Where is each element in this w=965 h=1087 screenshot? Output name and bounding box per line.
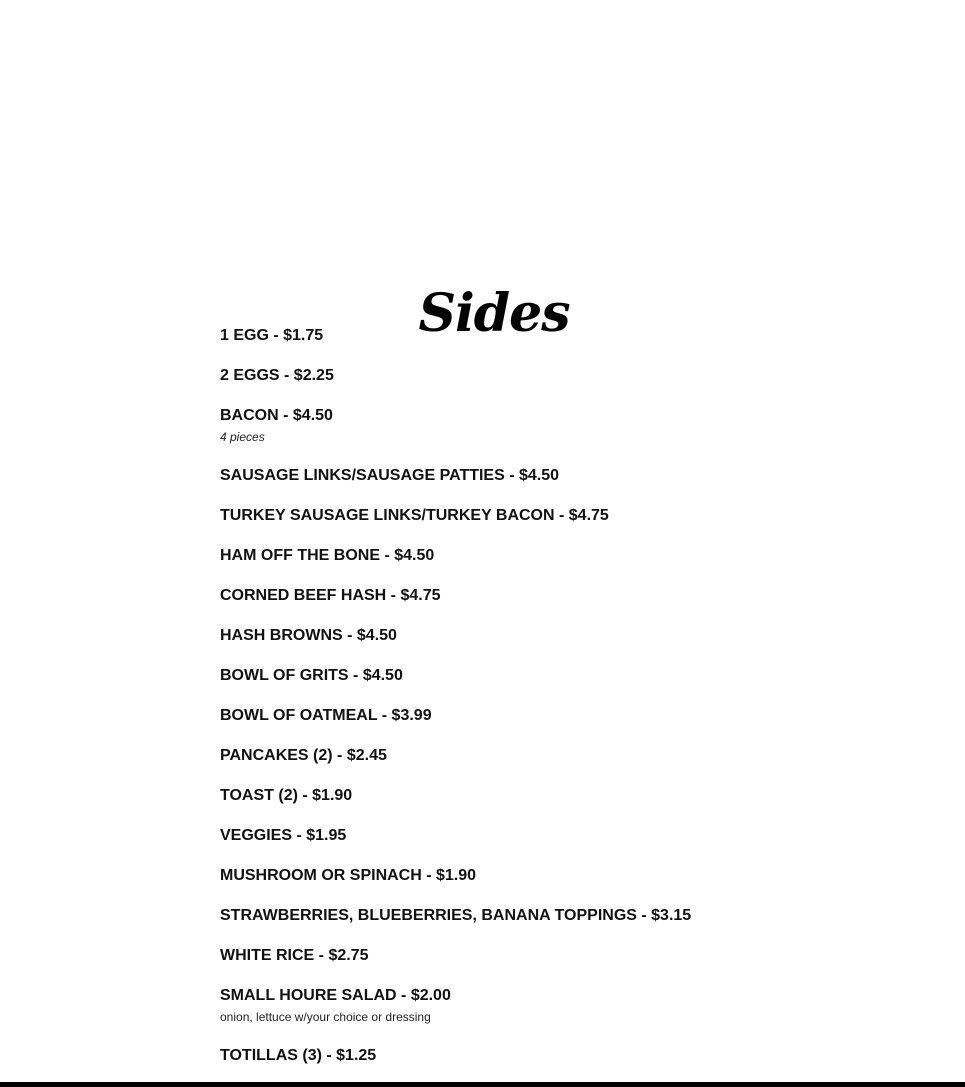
menu-item-price: $4.75 xyxy=(568,507,609,524)
menu-item-name: BACON xyxy=(220,407,279,424)
menu-item-name: VEGGIES xyxy=(220,827,293,844)
menu-item-line: MUSHROOM OR SPINACH - $1.90 xyxy=(220,867,477,884)
menu-item-price: $1.95 xyxy=(306,827,347,844)
menu-item-line: HASH BROWNS - $4.50 xyxy=(220,627,397,644)
menu-item-note: 4 pieces xyxy=(220,430,265,444)
menu-item-price: $2.25 xyxy=(293,367,334,384)
menu-item-name: 2 EGGS xyxy=(220,367,280,384)
menu-item xyxy=(220,746,940,766)
menu-item-name: CORNED BEEF HASH xyxy=(220,587,387,604)
menu-item-line: BOWL OF OATMEAL - $3.99 xyxy=(220,707,432,724)
menu-item-name: WHITE RICE xyxy=(220,947,315,964)
menu-item xyxy=(220,586,940,606)
menu-item-name: HAM OFF THE BONE xyxy=(220,547,380,564)
menu-item-note: onion, lettuce w/your choice or dressing xyxy=(220,1010,431,1024)
menu-item-line: TOAST (2) - $1.90 xyxy=(220,787,353,804)
menu-item xyxy=(220,326,940,346)
menu-item-price: $3.99 xyxy=(391,707,432,724)
menu-item-line: 2 EGGS - $2.25 xyxy=(220,367,334,384)
menu-item-line: 1 EGG - $1.75 xyxy=(220,327,324,344)
menu-item-price: $4.50 xyxy=(519,467,560,484)
menu-item xyxy=(220,1046,940,1066)
menu-item-name: SMALL HOURE SALAD xyxy=(220,987,397,1004)
menu-item xyxy=(220,546,940,566)
menu-item-price: $3.15 xyxy=(651,907,692,924)
menu-item-price: $1.90 xyxy=(436,867,477,884)
menu-item-name: PANCAKES (2) xyxy=(220,747,333,764)
menu-item-name: BOWL OF OATMEAL xyxy=(220,707,378,724)
menu-item-line: SAUSAGE LINKS/SAUSAGE PATTIES - $4.50 xyxy=(220,467,560,484)
sides-menu-list xyxy=(220,326,940,1086)
menu-item-price: $4.50 xyxy=(356,627,397,644)
menu-item-price: $4.50 xyxy=(394,547,435,564)
menu-item-name: STRAWBERRIES, BLUEBERRIES, BANANA TOPPINGS xyxy=(220,907,637,924)
section-title: Sides xyxy=(418,282,570,344)
menu-item-line: SMALL HOURE SALAD - $2.00 xyxy=(220,987,451,1004)
menu-item-name: MUSHROOM OR SPINACH xyxy=(220,867,422,884)
menu-item-name: SAUSAGE LINKS/SAUSAGE PATTIES xyxy=(220,467,505,484)
menu-item-name: 1 EGG xyxy=(220,327,269,344)
menu-item xyxy=(220,406,940,446)
menu-item-line: STRAWBERRIES, BLUEBERRIES, BANANA TOPPINGS - $3.15 xyxy=(220,907,692,924)
menu-item xyxy=(220,866,940,886)
menu-item-line: WHITE RICE - $2.75 xyxy=(220,947,369,964)
menu-item xyxy=(220,826,940,846)
menu-item-name: TURKEY SAUSAGE LINKS/TURKEY BACON xyxy=(220,507,555,524)
bottom-divider xyxy=(0,1082,965,1087)
menu-item-line: VEGGIES - $1.95 xyxy=(220,827,347,844)
menu-item-price: $2.75 xyxy=(328,947,369,964)
menu-item xyxy=(220,506,940,526)
menu-item xyxy=(220,666,940,686)
menu-item-price: $4.50 xyxy=(292,407,333,424)
menu-item-line: CORNED BEEF HASH - $4.75 xyxy=(220,587,441,604)
menu-item-line: BOWL OF GRITS - $4.50 xyxy=(220,667,403,684)
menu-item-price: $1.75 xyxy=(283,327,324,344)
menu-item-line: PANCAKES (2) - $2.45 xyxy=(220,747,387,764)
menu-item-name: TOAST (2) xyxy=(220,787,298,804)
menu-item xyxy=(220,626,940,646)
menu-item-price: $1.25 xyxy=(336,1047,377,1064)
menu-item-line: TURKEY SAUSAGE LINKS/TURKEY BACON - $4.75 xyxy=(220,507,609,524)
menu-item xyxy=(220,366,940,386)
menu-item-line: HAM OFF THE BONE - $4.50 xyxy=(220,547,435,564)
menu-item-name: HASH BROWNS xyxy=(220,627,343,644)
menu-item xyxy=(220,906,940,926)
menu-item-price: $2.45 xyxy=(346,747,387,764)
menu-item-line: BACON - $4.50 xyxy=(220,407,333,424)
menu-item-price: $4.50 xyxy=(362,667,403,684)
menu-item xyxy=(220,706,940,726)
menu-item-price: $1.90 xyxy=(312,787,353,804)
menu-item xyxy=(220,986,940,1026)
menu-item-name: BOWL OF GRITS xyxy=(220,667,349,684)
menu-item-name: TOTILLAS (3) xyxy=(220,1047,322,1064)
menu-item xyxy=(220,946,940,966)
menu-item xyxy=(220,466,940,486)
menu-item-price: $4.75 xyxy=(400,587,441,604)
menu-item-line: TOTILLAS (3) - $1.25 xyxy=(220,1047,377,1064)
menu-item xyxy=(220,786,940,806)
menu-item-price: $2.00 xyxy=(410,987,451,1004)
